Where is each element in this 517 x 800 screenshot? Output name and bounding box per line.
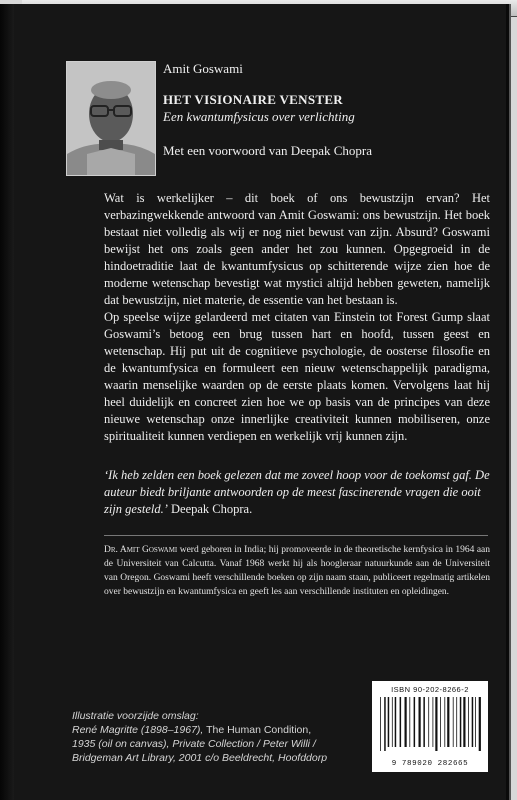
barcode-bar bbox=[380, 697, 381, 751]
barcode-number: 9 789020 282665 bbox=[391, 760, 469, 768]
barcode-bar bbox=[444, 697, 445, 747]
foreword-line: Met een voorwoord van Deepak Chopra bbox=[163, 143, 373, 158]
divider bbox=[104, 535, 488, 536]
credit-artist: René Magritte (1898–1967), bbox=[72, 724, 204, 736]
barcode-bar bbox=[388, 697, 390, 747]
barcode-bar bbox=[419, 697, 421, 747]
author-photo bbox=[66, 61, 156, 176]
blurb bbox=[104, 190, 490, 445]
barcode-bar bbox=[414, 697, 416, 747]
cover-illustration-credit bbox=[72, 709, 332, 765]
author-bio bbox=[104, 543, 490, 599]
barcode-bar bbox=[405, 697, 407, 747]
endorsement-quote bbox=[104, 467, 490, 518]
book-header bbox=[163, 60, 483, 159]
book-subtitle: Een kwantumfysicus over verlichting bbox=[163, 109, 355, 124]
barcode-bar bbox=[392, 697, 393, 747]
isbn-barcode-box bbox=[372, 681, 488, 772]
barcode-bar bbox=[409, 697, 410, 747]
blurb-paragraph-2: Op speelse wijze gelardeerd met citaten van Einstein tot Forest Gump slaat Goswami’s betoog een brug tussen hart en hoofd, tussen geest en wetenschap. Hij put uit de cognitieve psychologie, de oosterse filosofie en de kwantumfysica en formuleert een nieuw wetenschappelijk paradigma, waarin menselijke waarden op de eerste plaats komen. Vervolgens laat hij heel duidelijk en concreet zien hoe we op basis van de principes van deze nieuwe wetenschap onze innerlijke creativiteit kunnen mobiliseren, onze spiritualiteit kunnen verdiepen en werkelijk vrij kunnen zijn. bbox=[104, 310, 490, 443]
barcode-icon bbox=[378, 697, 482, 757]
bio-name: Dr. Amit Goswami bbox=[104, 545, 178, 555]
barcode-bar bbox=[440, 697, 441, 747]
barcode-bar bbox=[395, 697, 397, 747]
barcode-bar bbox=[400, 697, 402, 747]
bio-text: werd geboren in India; hij promoveerde in de theoretische kernfysica in 1964 aan de Universiteit van Calcutta. Vanaf 1968 werkt hij als hoogleraar natuurkunde aan de Universiteit van Oregon. Goswami heeft verschillende boeken op zijn naam staan, publiceert regelmatig artikelen over bewustzijn en kwantumfysica en geeft les aan verschillende instituten en opleidingen. bbox=[104, 545, 490, 597]
isbn-label: ISBN 90-202-8266-2 bbox=[391, 685, 469, 694]
barcode-bar bbox=[456, 697, 457, 747]
barcode-bar bbox=[460, 697, 462, 747]
barcode-bar bbox=[479, 697, 481, 751]
barcode-bar bbox=[468, 697, 469, 747]
spine-shadow bbox=[0, 4, 14, 800]
quote-attribution: Deepak Chopra. bbox=[167, 502, 253, 516]
barcode-bar bbox=[472, 697, 474, 747]
book-title: HET VISIONAIRE VENSTER bbox=[163, 92, 343, 107]
credit-details: 1935 (oil on canvas), Private Collection / Peter Willi / Bridgeman Art Library, 2001 c/o Beeldrecht, Hoofddorp bbox=[72, 738, 328, 764]
barcode-bar bbox=[433, 697, 434, 747]
credit-work: The Human Condition, bbox=[203, 724, 312, 736]
barcode-bar bbox=[435, 697, 437, 751]
barcode-bar bbox=[475, 697, 476, 747]
blurb-paragraph-1: Wat is werkelijker – dit boek of ons bewustzijn ervan? Het verbazingwekkende antwoord van Amit Goswami: ons bewustzijn. Het boek bestaat niet volledig als wij er nog niet bewust van zijn. Absurd? Goswami bewijst het ons zoals geen ander het zou kunnen. Opgegroeid in de hindoetraditie laat de kwantumfysicus op schitterende wijze zien hoe de moderne wetenschap bevestigt wat mystici altijd hebben geweten, namelijk dat bewustzijn, niet materie, de essentie van het bestaan is. bbox=[104, 191, 490, 307]
barcode-bar bbox=[463, 697, 465, 747]
credit-heading: Illustratie voorzijde omslag: bbox=[72, 710, 199, 722]
barcode-bar bbox=[447, 697, 449, 747]
barcode-bar bbox=[453, 697, 454, 747]
barcode-bar bbox=[428, 697, 429, 747]
barcode-bar bbox=[384, 697, 386, 751]
quote-text: ‘Ik heb zelden een boek gelezen dat me zoveel hoop voor de toekomst gaf. De auteur biedt briljante antwoorden op de meest fascinerende vragen die ooit zijn gesteld.’ bbox=[104, 468, 490, 516]
author-portrait-image bbox=[67, 62, 155, 175]
author-name: Amit Goswami bbox=[163, 61, 243, 76]
barcode-bar bbox=[423, 697, 425, 747]
